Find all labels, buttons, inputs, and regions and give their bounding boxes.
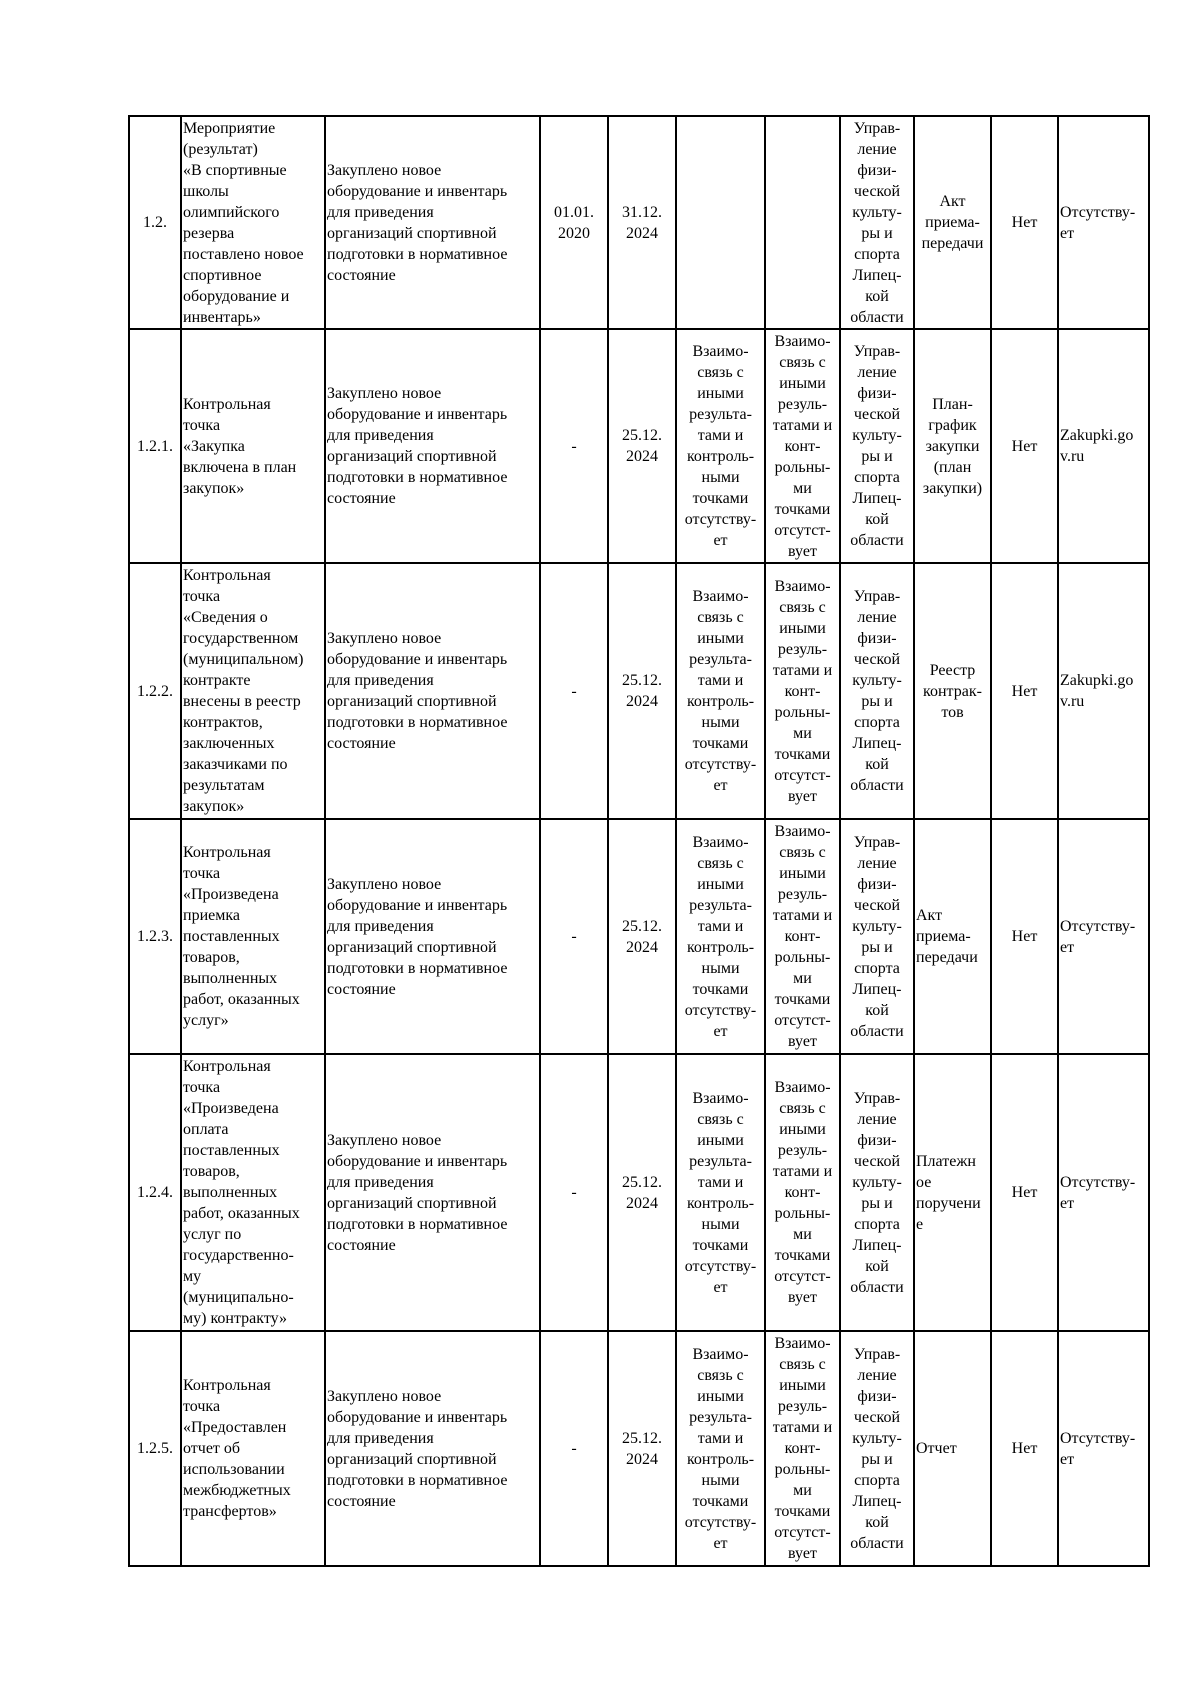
event-name: Контрольная точка «Произведена приемка поставленных товаров, выполненных работ, оказанных услуг» [181, 819, 325, 1054]
row-number: 1.2. [129, 116, 181, 329]
confirming-document: Акт приема- передачи [914, 116, 991, 329]
events-table [128, 115, 1150, 1567]
responsible-executor: Управ- ление физи- ческой культу- ры и спорта Липец- кой области [840, 1054, 914, 1331]
end-date: 25.12. 2024 [608, 1054, 676, 1331]
start-date: 01.01. 2020 [540, 116, 608, 329]
dependency-successor: Взаимо- связь с иными резуль- татами и конт- рольны- ми точками отсутст- вует [765, 563, 840, 819]
information-system: Отсутству- ет [1058, 116, 1149, 329]
event-result: Закуплено новое оборудование и инвентарь для приведения организаций спортивной подготовки в нормативное состояние [325, 819, 540, 1054]
event-name: Мероприятие (результат) «В спортивные школы олимпийского резерва поставлено новое спортивное оборудование и инвентарь» [181, 116, 325, 329]
dependency-predecessor: Взаимо- связь с иными результа- тами и контроль- ными точками отсутству- ет [676, 563, 765, 819]
dependency-predecessor: Взаимо- связь с иными результа- тами и контроль- ными точками отсутству- ет [676, 329, 765, 563]
dependency-successor: Взаимо- связь с иными резуль- татами и конт- рольны- ми точками отсутст- вует [765, 819, 840, 1054]
event-name: Контрольная точка «Предоставлен отчет об использовании межбюджетных трансфертов» [181, 1331, 325, 1566]
confirming-document: Отчет [914, 1331, 991, 1566]
row-number: 1.2.1. [129, 329, 181, 563]
end-date: 25.12. 2024 [608, 563, 676, 819]
flag-value: Нет [991, 116, 1058, 329]
table-row [129, 1331, 1149, 1566]
table-row [129, 116, 1149, 329]
start-date: - [540, 329, 608, 563]
information-system: Zakupki.go v.ru [1058, 329, 1149, 563]
information-system: Zakupki.go v.ru [1058, 563, 1149, 819]
table-row [129, 1054, 1149, 1331]
confirming-document: План- график закупки (план закупки) [914, 329, 991, 563]
flag-value: Нет [991, 329, 1058, 563]
event-name: Контрольная точка «Сведения о государственном (муниципальном) контракте внесены в реестр контрактов, заключенных заказчиками по результатам закупок» [181, 563, 325, 819]
dependency-predecessor: Взаимо- связь с иными результа- тами и контроль- ными точками отсутству- ет [676, 1331, 765, 1566]
table-row [129, 329, 1149, 563]
event-result: Закуплено новое оборудование и инвентарь для приведения организаций спортивной подготовки в нормативное состояние [325, 563, 540, 819]
table-row [129, 563, 1149, 819]
end-date: 25.12. 2024 [608, 329, 676, 563]
flag-value: Нет [991, 819, 1058, 1054]
information-system: Отсутству- ет [1058, 1331, 1149, 1566]
confirming-document: Акт приема- передачи [914, 819, 991, 1054]
dependency-predecessor: Взаимо- связь с иными результа- тами и контроль- ными точками отсутству- ет [676, 819, 765, 1054]
flag-value: Нет [991, 1054, 1058, 1331]
row-number: 1.2.4. [129, 1054, 181, 1331]
event-result: Закуплено новое оборудование и инвентарь для приведения организаций спортивной подготовки в нормативное состояние [325, 116, 540, 329]
dependency-predecessor: Взаимо- связь с иными результа- тами и контроль- ными точками отсутству- ет [676, 1054, 765, 1331]
start-date: - [540, 1054, 608, 1331]
information-system: Отсутству- ет [1058, 1054, 1149, 1331]
end-date: 31.12. 2024 [608, 116, 676, 329]
responsible-executor: Управ- ление физи- ческой культу- ры и спорта Липец- кой области [840, 819, 914, 1054]
dependency-successor: Взаимо- связь с иными резуль- татами и конт- рольны- ми точками отсутст- вует [765, 1331, 840, 1566]
end-date: 25.12. 2024 [608, 819, 676, 1054]
confirming-document: Реестр контрак- тов [914, 563, 991, 819]
start-date: - [540, 1331, 608, 1566]
responsible-executor: Управ- ление физи- ческой культу- ры и спорта Липец- кой области [840, 1331, 914, 1566]
confirming-document: Платежн ое поручени е [914, 1054, 991, 1331]
end-date: 25.12. 2024 [608, 1331, 676, 1566]
event-name: Контрольная точка «Произведена оплата поставленных товаров, выполненных работ, оказанных услуг по государственно- му (муниципально- му) контракту» [181, 1054, 325, 1331]
table-row [129, 819, 1149, 1054]
dependency-successor: Взаимо- связь с иными резуль- татами и конт- рольны- ми точками отсутст- вует [765, 1054, 840, 1331]
responsible-executor: Управ- ление физи- ческой культу- ры и спорта Липец- кой области [840, 563, 914, 819]
flag-value: Нет [991, 1331, 1058, 1566]
row-number: 1.2.3. [129, 819, 181, 1054]
information-system: Отсутству- ет [1058, 819, 1149, 1054]
responsible-executor: Управ- ление физи- ческой культу- ры и спорта Липец- кой области [840, 116, 914, 329]
event-result: Закуплено новое оборудование и инвентарь для приведения организаций спортивной подготовки в нормативное состояние [325, 1054, 540, 1331]
dependency-successor: Взаимо- связь с иными резуль- татами и конт- рольны- ми точками отсутст- вует [765, 329, 840, 563]
start-date: - [540, 819, 608, 1054]
responsible-executor: Управ- ление физи- ческой культу- ры и спорта Липец- кой области [840, 329, 914, 563]
event-name: Контрольная точка «Закупка включена в план закупок» [181, 329, 325, 563]
start-date: - [540, 563, 608, 819]
row-number: 1.2.2. [129, 563, 181, 819]
flag-value: Нет [991, 563, 1058, 819]
dependency-successor [765, 116, 840, 329]
event-result: Закуплено новое оборудование и инвентарь для приведения организаций спортивной подготовки в нормативное состояние [325, 1331, 540, 1566]
row-number: 1.2.5. [129, 1331, 181, 1566]
dependency-predecessor [676, 116, 765, 329]
event-result: Закуплено новое оборудование и инвентарь для приведения организаций спортивной подготовки в нормативное состояние [325, 329, 540, 563]
